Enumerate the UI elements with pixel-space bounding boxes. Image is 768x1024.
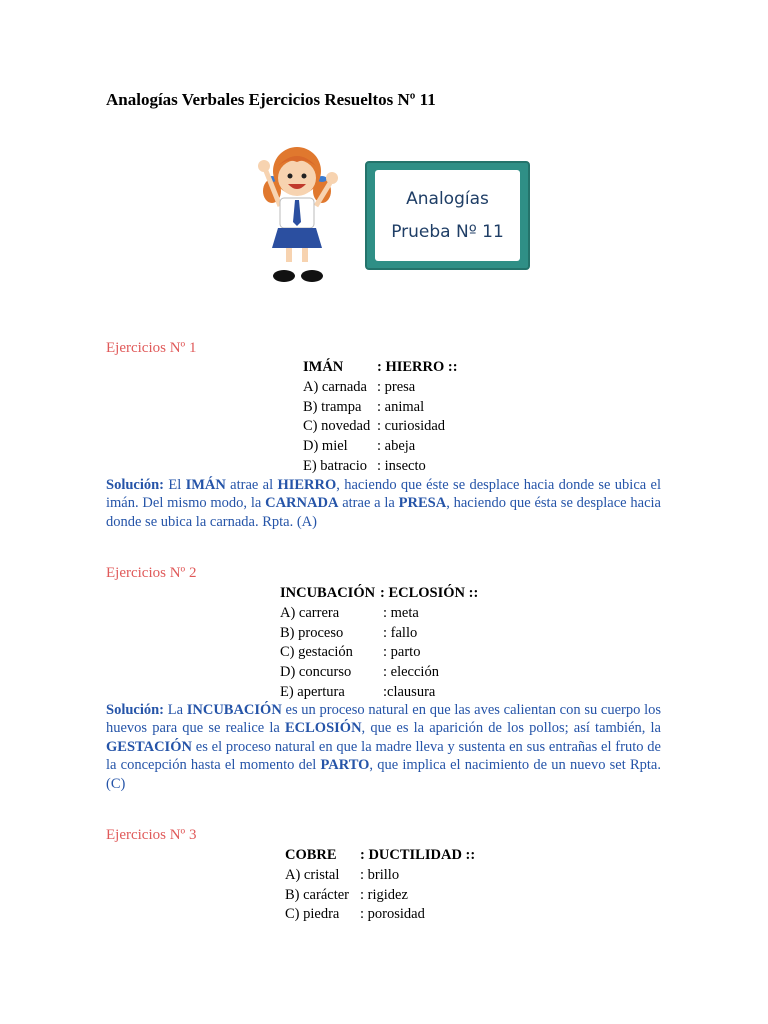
option-right: : insecto <box>377 457 426 474</box>
solution-keyword: IMÁN <box>185 477 226 493</box>
solution-keyword: Solución: <box>106 477 165 493</box>
solution-text: , haciendo que éste se desplace hacia donde se ubica el imán. Del mismo modo, la <box>106 477 661 512</box>
sign-line-2: Prueba Nº 11 <box>391 221 504 242</box>
option-left: B) carácter <box>285 886 349 903</box>
exercise-2-heading: Ejercicios Nº 2 <box>106 565 197 581</box>
exercise-3-heading: Ejercicios Nº 3 <box>106 827 197 843</box>
solution-text: atrae al <box>225 477 278 493</box>
option-c <box>280 643 478 663</box>
exercise-2-analogy <box>280 584 478 703</box>
option-right: : elección <box>383 664 439 681</box>
option-b <box>285 886 475 906</box>
option-left: D) miel <box>303 438 348 455</box>
solution-text: , haciendo que ésta se desplace hacia donde se ubica la carnada. Rpta. (A) <box>106 495 661 530</box>
option-left: A) carrera <box>280 604 340 621</box>
solution-text: , que implica el nacimiento de un nuevo set Rpta. (C) <box>106 757 661 792</box>
exercise-1-analogy <box>303 358 458 477</box>
exercise-3-analogy <box>285 846 475 925</box>
option-c <box>285 905 475 925</box>
option-e <box>303 457 458 477</box>
option-right: :clausura <box>383 683 436 700</box>
solution-keyword: Solución: <box>106 702 165 718</box>
option-d <box>303 437 458 457</box>
option-a <box>280 604 478 624</box>
pair-left: COBRE <box>285 847 337 863</box>
option-right: : abeja <box>377 438 416 455</box>
option-e <box>280 683 478 703</box>
solution-keyword: GESTACIÓN <box>106 738 192 755</box>
analogy-pair <box>280 584 478 604</box>
page-title: Analogías Verbales Ejercicios Resueltos Nº 11 <box>106 90 436 109</box>
solution-keyword: CARNADA <box>265 495 339 512</box>
option-left: D) concurso <box>280 664 352 681</box>
option-right: : meta <box>383 604 419 621</box>
option-b <box>280 624 478 644</box>
option-left: E) apertura <box>280 683 345 700</box>
option-c <box>303 417 458 437</box>
solution-text: es el proceso natural en que la madre lleva y sustenta en sus entrañas el fruto de la concepción hasta el momento del <box>106 738 661 774</box>
solution-keyword: ECLOSIÓN <box>284 720 362 737</box>
option-left: B) proceso <box>280 624 344 641</box>
solution-keyword: HIERRO <box>277 477 337 493</box>
solution-keyword: PRESA <box>398 495 447 512</box>
analogy-pair <box>303 358 458 378</box>
option-left: C) piedra <box>285 906 340 923</box>
sign-board <box>365 161 530 270</box>
pair-right: : HIERRO :: <box>377 359 458 375</box>
analogy-pair <box>285 846 475 866</box>
pair-left: INCUBACIÓN <box>280 585 376 601</box>
option-b <box>303 398 458 418</box>
option-right: : porosidad <box>360 906 425 923</box>
solution-text: es un proceso natural en que las aves calientan con su cuerpo los huevos para que se realice la <box>106 702 661 737</box>
pair-right: : ECLOSIÓN :: <box>380 585 479 601</box>
solution-text: atrae a la <box>338 495 399 512</box>
solution-keyword: INCUBACIÓN <box>186 702 282 718</box>
option-right: : fallo <box>383 624 418 641</box>
option-right: : rigidez <box>360 886 408 903</box>
exercise-1-solution <box>106 476 661 531</box>
solution-text: El <box>164 477 186 493</box>
option-a <box>285 866 475 886</box>
option-right: : curiosidad <box>377 418 446 435</box>
option-left: C) gestación <box>280 644 353 661</box>
sign-line-1: Analogías <box>406 188 489 209</box>
exercise-1-heading: Ejercicios Nº 1 <box>106 340 197 356</box>
pair-right: : DUCTILIDAD :: <box>360 847 476 863</box>
option-right: : parto <box>383 644 421 661</box>
option-right: : presa <box>377 378 416 395</box>
sign-inner <box>375 170 520 261</box>
solution-text: , que es la aparición de los pollos; así también, la <box>361 720 661 737</box>
pair-left: IMÁN <box>303 359 344 375</box>
option-d <box>280 663 478 683</box>
option-a <box>303 378 458 398</box>
option-left: C) novedad <box>303 418 371 435</box>
option-left: A) carnada <box>303 378 367 395</box>
exercise-2-solution <box>106 701 661 793</box>
option-right: : brillo <box>360 866 400 883</box>
option-right: : animal <box>377 398 425 415</box>
solution-keyword: PARTO <box>320 757 370 774</box>
option-left: E) batracio <box>303 457 368 474</box>
option-left: B) trampa <box>303 398 362 415</box>
solution-text: La <box>164 702 187 718</box>
option-left: A) cristal <box>285 866 340 883</box>
